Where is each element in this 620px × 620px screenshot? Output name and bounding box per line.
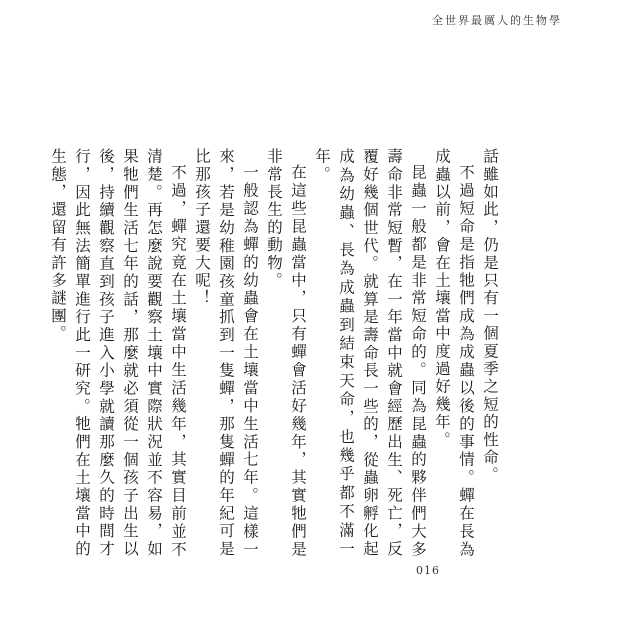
paragraph-3: 昆蟲一般都是非常短命的。同為昆蟲的夥伴們大多壽命非常短暫，在一年當中就會經歷出生、死亡，反覆好幾個世代。就算是壽命長一些的，從蟲卵孵化起成為幼蟲、長為成蟲到結束天命，也幾乎都不滿一年。 — [313, 148, 427, 558]
running-header: 全世界最厲人的生物學 — [432, 14, 562, 27]
paragraph-5: 一般認為蟬的幼蟲會在土壤當中生活七年。這樣一來，若是幼稚園孩童抓到一隻蟬，那隻蟬的年紀可是比那孩子還要大呢！ — [193, 148, 259, 558]
paragraph-1: 話雖如此，仍是只有一個夏季之短的性命。 — [481, 148, 499, 485]
vertical-text-body — [49, 148, 502, 558]
page-number: 016 — [416, 564, 440, 577]
paragraph-6: 不過，蟬究竟在土壤當中生活幾年，其實目前並不清楚。再怎麼說要觀察土壤中實際狀況並不容易，如果牠們生活七年的話，那麼就必須從一個孩子出生以後，持續觀察直到孩子進入小學就讀那麼久的時間才行，因此無法簡單進行此一研究。牠們在土壤當中的生態，還留有許多謎團。 — [49, 148, 187, 558]
paragraph-2: 不過短命是指牠們成為成蟲以後的事情。蟬在長為成蟲以前，會在土壤當中度過好幾年。 — [433, 148, 475, 558]
paragraph-4: 在這些昆蟲當中，只有蟬會活好幾年，其實牠們是非常長生的動物。 — [265, 148, 307, 558]
